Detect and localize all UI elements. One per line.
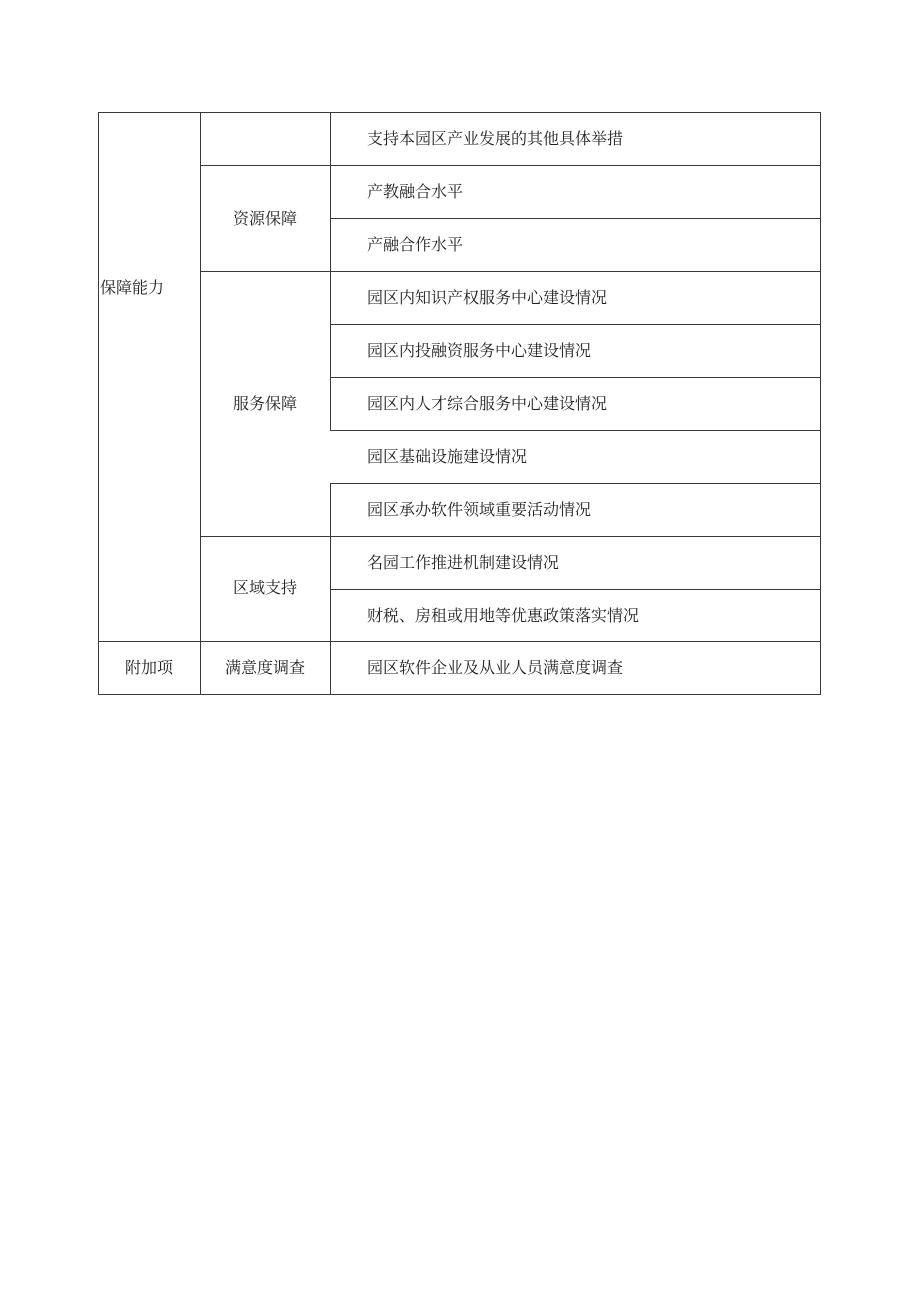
item-label: 园区内知识产权服务中心建设情况 (367, 288, 608, 307)
table-border-right (820, 112, 821, 695)
subgroup-label: 区域支持 (232, 578, 297, 597)
row-line-4 (330, 324, 821, 325)
item-label: 园区基础设施建设情况 (367, 447, 528, 466)
subgroup-label: 服务保障 (232, 394, 297, 413)
row-line-10 (98, 641, 821, 642)
row-line-9 (330, 589, 821, 590)
item-label: 名园工作推进机制建设情况 (367, 553, 560, 572)
row-line-3 (200, 271, 821, 272)
table-border-bottom (98, 694, 821, 695)
item-label: 园区承办软件领域重要活动情况 (367, 500, 592, 519)
item-label: 产融合作水平 (367, 235, 464, 254)
item-label: 支持本园区产业发展的其他具体举措 (367, 129, 624, 148)
row-line-1 (200, 165, 821, 166)
row-line-6 (330, 430, 821, 431)
item-label: 财税、房租或用地等优惠政策落实情况 (367, 606, 640, 625)
evaluation-table (98, 112, 821, 695)
subgroup-label: 资源保障 (232, 209, 297, 228)
category-label: 保障能力 (100, 278, 165, 297)
table-border-top (98, 112, 821, 113)
item-label: 产教融合水平 (367, 182, 464, 201)
row-line-5 (330, 377, 821, 378)
item-label: 园区软件企业及从业人员满意度调查 (367, 658, 624, 677)
category-label: 附加项 (124, 658, 173, 677)
item-label: 园区内人才综合服务中心建设情况 (367, 394, 608, 413)
table-border-left (98, 112, 99, 695)
subgroup-label: 满意度调查 (224, 658, 305, 677)
row-line-2 (330, 218, 821, 219)
item-label: 园区内投融资服务中心建设情况 (367, 341, 592, 360)
row-line-7 (330, 483, 821, 484)
row-line-8 (200, 536, 821, 537)
